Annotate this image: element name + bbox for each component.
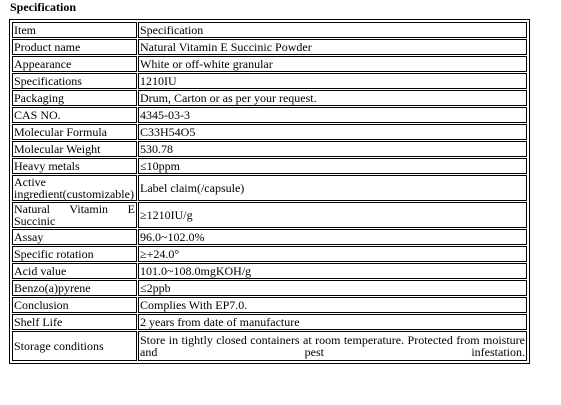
item-cell: Product name xyxy=(12,39,137,55)
item-cell: Benzo(a)pyrene xyxy=(12,280,137,296)
spec-cell: Natural Vitamin E Succinic Powder xyxy=(138,39,527,55)
spec-cell: 2 years from date of manufacture xyxy=(138,314,527,330)
specification-table xyxy=(9,19,530,364)
item-cell: CAS NO. xyxy=(12,107,137,123)
item-cell: Heavy metals xyxy=(12,158,137,174)
table-row xyxy=(12,263,527,279)
item-cell: Assay xyxy=(12,229,137,245)
table-row xyxy=(12,107,527,123)
table-row xyxy=(12,280,527,296)
table-row xyxy=(12,73,527,89)
spec-cell: Label claim(/capsule) xyxy=(138,175,527,201)
table-row xyxy=(12,141,527,157)
section-heading: Specification xyxy=(10,0,76,14)
table-row xyxy=(12,39,527,55)
spec-cell: 96.0~102.0% xyxy=(138,229,527,245)
item-cell: Shelf Life xyxy=(12,314,137,330)
item-cell: Storage conditions xyxy=(12,331,137,361)
table-row xyxy=(12,22,527,38)
table-row xyxy=(12,158,527,174)
table-row xyxy=(12,229,527,245)
table-row xyxy=(12,331,527,361)
table-row xyxy=(12,90,527,106)
item-cell: Specific rotation xyxy=(12,246,137,262)
spec-cell: Specification xyxy=(138,22,527,38)
table-row xyxy=(12,56,527,72)
item-cell: Molecular Weight xyxy=(12,141,137,157)
item-cell: Molecular Formula xyxy=(12,124,137,140)
item-cell: Packaging xyxy=(12,90,137,106)
spec-cell: C33H54O5 xyxy=(138,124,527,140)
item-cell: Appearance xyxy=(12,56,137,72)
table-row xyxy=(12,175,527,201)
spec-cell: ≤2ppb xyxy=(138,280,527,296)
item-cell: Natural Vitamin E Succinic xyxy=(14,202,135,228)
table-row xyxy=(12,202,527,228)
table-row xyxy=(12,124,527,140)
spec-cell: 101.0~108.0mgKOH/g xyxy=(138,263,527,279)
table-row xyxy=(12,246,527,262)
item-cell: Item xyxy=(12,22,137,38)
item-cell: Conclusion xyxy=(12,297,137,313)
spec-cell: Store in tightly closed containers at room temperature. Protected from moisture and pest infestation. xyxy=(140,333,525,359)
spec-cell: 4345-03-3 xyxy=(138,107,527,123)
spec-cell: 530.78 xyxy=(138,141,527,157)
spec-cell: White or off-white granular xyxy=(138,56,527,72)
spec-cell: ≥1210IU/g xyxy=(138,202,527,228)
spec-cell: Complies With EP7.0. xyxy=(138,297,527,313)
spec-cell: ≤10ppm xyxy=(138,158,527,174)
table-row xyxy=(12,314,527,330)
spec-cell: ≥+24.0° xyxy=(138,246,527,262)
item-cell: Specifications xyxy=(12,73,137,89)
spec-cell: Drum, Carton or as per your request. xyxy=(138,90,527,106)
table-row xyxy=(12,297,527,313)
spec-cell: 1210IU xyxy=(138,73,527,89)
item-cell: Acid value xyxy=(12,263,137,279)
item-cell: Active ingredient(customizable) xyxy=(12,175,137,201)
